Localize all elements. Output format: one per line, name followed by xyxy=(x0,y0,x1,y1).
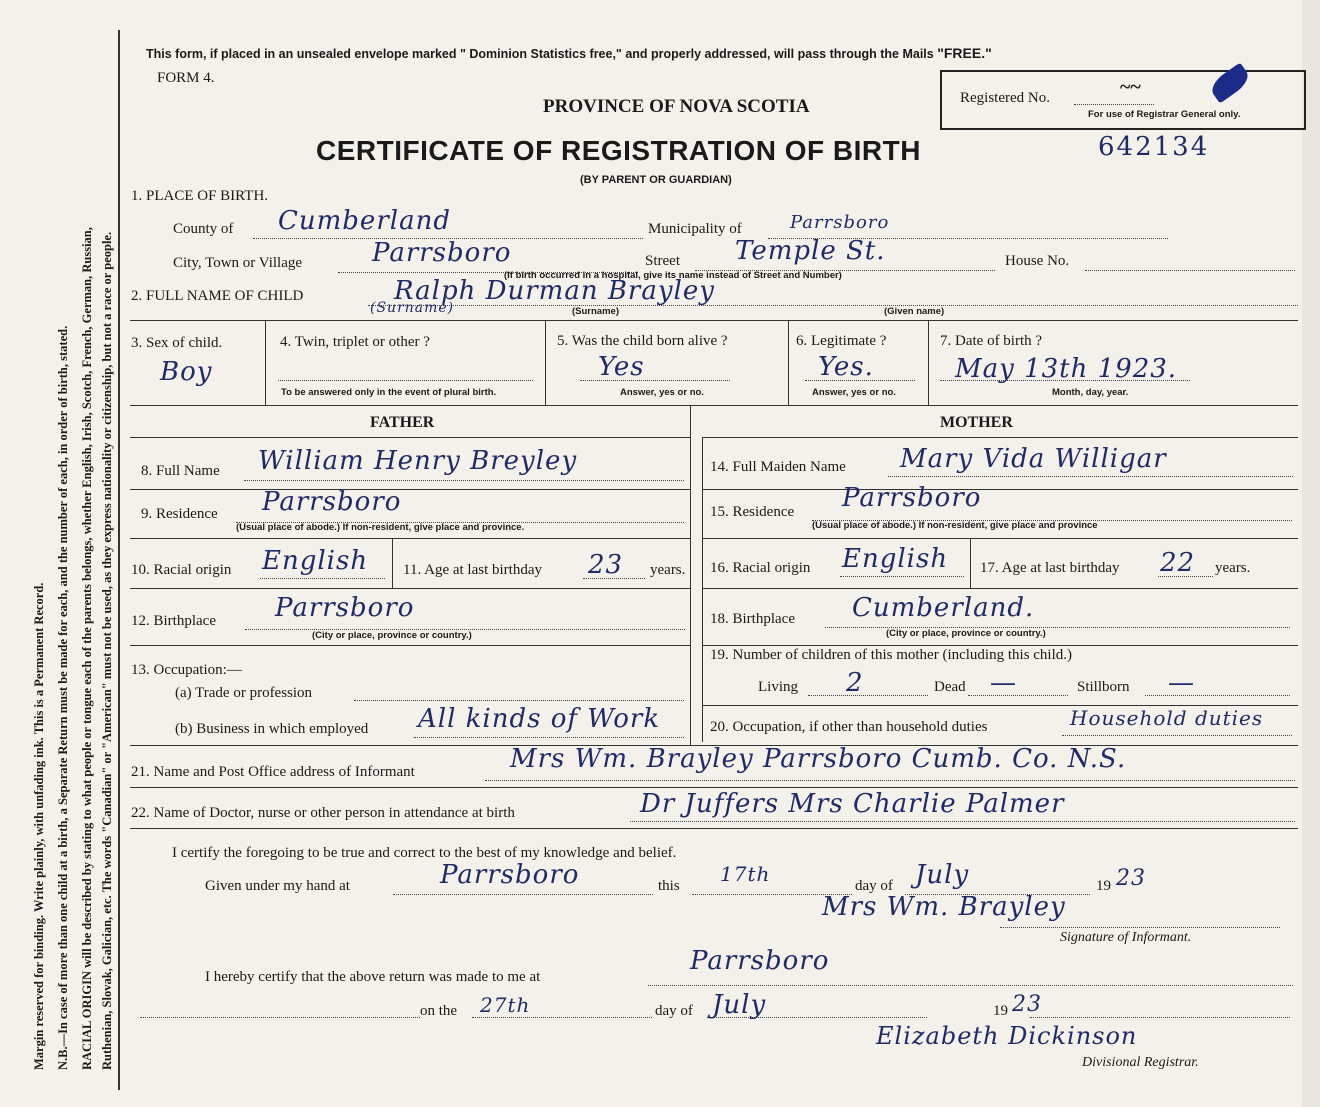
mother-occ-label: 20. Occupation, if other than household duties xyxy=(710,719,988,735)
child-name-label: 2. FULL NAME OF CHILD xyxy=(131,288,304,304)
binding-line xyxy=(118,30,120,1090)
father-res-note: (Usual place of abode.) If non-resident, give place and province. xyxy=(236,522,525,533)
mother-race-label: 16. Racial origin xyxy=(710,560,811,576)
doctor-value: Dr Juffers Mrs Charlie Palmer xyxy=(640,789,1065,819)
page-subtitle: (BY PARENT OR GUARDIAN) xyxy=(580,174,732,186)
father-res-label: 9. Residence xyxy=(141,506,218,522)
father-bp-note: (City or place, province or country.) xyxy=(312,630,472,641)
given-place: Parrsboro xyxy=(440,860,580,890)
alive-label: 5. Was the child born alive ? xyxy=(557,333,728,349)
trade-label: (a) Trade or profession xyxy=(175,685,313,701)
given-dayof-label: day of xyxy=(855,878,893,894)
county-label: County of xyxy=(173,221,234,237)
province-title: PROVINCE OF NOVA SCOTIA xyxy=(543,96,810,117)
father-age-label: 11. Age at last birthday xyxy=(403,562,542,578)
mother-bp-label: 18. Birthplace xyxy=(710,611,795,627)
given-note: (Given name) xyxy=(884,306,945,317)
registrar-year-prefix: 19 xyxy=(993,1003,1008,1019)
surname-note: (Surname) xyxy=(572,306,619,317)
legit-label: 6. Legitimate ? xyxy=(796,333,887,349)
registrar-dayof-label: day of xyxy=(655,1003,693,1019)
father-race-value: English xyxy=(262,546,369,576)
father-res-value: Parrsboro xyxy=(262,487,402,517)
children-label: 19. Number of children of this mother (including this child.) xyxy=(710,647,1073,663)
mail-notice: This form, if placed in an unsealed envelope marked " Dominion Statistics free," and properly addressed, will pass through the Mails xyxy=(146,47,934,61)
city-label: City, Town or Village xyxy=(173,255,303,271)
twin-label: 4. Twin, triplet or other ? xyxy=(280,334,430,350)
surname-hand: (Surname) xyxy=(370,300,455,316)
dob-label: 7. Date of birth ? xyxy=(940,333,1043,349)
municipality-value: Parrsboro xyxy=(790,212,890,233)
living-label: Living xyxy=(758,679,798,695)
margin-note-4: Ruthenian, Slovak, Galician, etc. The words "Canadian" or "American" must not be used, as they express nationality or citizenship, but not a race or people. xyxy=(100,231,114,1070)
registrar-year: 23 xyxy=(1012,992,1042,1017)
mother-occ-value: Household duties xyxy=(1070,706,1264,730)
street-label: Street xyxy=(645,253,680,269)
house-label: House No. xyxy=(1005,253,1070,269)
father-heading: FATHER xyxy=(370,414,435,431)
given-year-prefix: 19 xyxy=(1096,878,1111,894)
registrar-day: 27th xyxy=(480,993,531,1017)
registrar-month: July xyxy=(712,990,767,1020)
mother-age-label: 17. Age at last birthday xyxy=(980,560,1120,576)
divisional-registrar-label: Divisional Registrar. xyxy=(1082,1055,1199,1070)
father-name-value: William Henry Breyley xyxy=(258,446,578,476)
form-number: FORM 4. xyxy=(157,70,215,86)
doctor-label: 22. Name of Doctor, nurse or other person in attendance at birth xyxy=(131,805,515,821)
page-edge xyxy=(1302,0,1320,1107)
given-year: 23 xyxy=(1116,866,1146,891)
mother-race-value: English xyxy=(842,544,949,574)
registered-note: For use of Registrar General only. xyxy=(1088,109,1241,120)
legit-value: Yes. xyxy=(818,352,874,382)
mother-res-value: Parrsboro xyxy=(842,483,982,513)
page-title: CERTIFICATE OF REGISTRATION OF BIRTH xyxy=(316,135,921,166)
margin-note-3: RACIAL ORIGIN will be described by stating to what people or tongue each of the parents belongs, whether English, Irish, Scotch, French, German, Russian, xyxy=(80,227,94,1070)
mother-years: years. xyxy=(1215,560,1251,576)
mother-bp-note: (City or place, province or country.) xyxy=(886,628,1046,639)
street-value: Temple St. xyxy=(735,236,886,266)
registrar-place: Parrsboro xyxy=(690,946,830,976)
county-value: Cumberland xyxy=(278,206,451,236)
given-day: 17th xyxy=(720,862,771,886)
hospital-note: (If birth occurred in a hospital, give its name instead of Street and Number) xyxy=(504,270,842,281)
stillborn-value: — xyxy=(1168,668,1195,698)
margin-note-2: N.B.—In case of more than one child at a birth, a Separate Return must be made for each, and the number of each, in order of birth, stated. xyxy=(56,325,70,1070)
mail-free: "FREE." xyxy=(937,45,992,61)
margin-note-1: Margin reserved for binding. Write plainly, with unfading ink. This is a Permanent Record. xyxy=(32,582,46,1070)
father-age-value: 23 xyxy=(588,550,624,580)
business-value: All kinds of Work xyxy=(418,704,661,734)
municipality-label: Municipality of xyxy=(648,221,742,237)
mother-name-label: 14. Full Maiden Name xyxy=(710,459,846,475)
legit-note: Answer, yes or no. xyxy=(812,387,896,398)
dead-value: — xyxy=(990,668,1017,698)
father-bp-value: Parrsboro xyxy=(275,593,415,623)
alive-value: Yes xyxy=(598,352,645,382)
registered-box xyxy=(940,70,1306,130)
registered-label: Registered No. xyxy=(960,90,1050,106)
registrar-signature: Elizabeth Dickinson xyxy=(876,1022,1138,1050)
registrar-scribble-icon: ~~ xyxy=(1120,76,1141,98)
dob-value: May 13th 1923. xyxy=(955,354,1178,384)
certificate-number: 642134 xyxy=(1098,132,1210,162)
city-value: Parrsboro xyxy=(372,238,512,268)
informant-label: 21. Name and Post Office address of Informant xyxy=(131,764,415,780)
registrar-text: I hereby certify that the above return was made to me at xyxy=(205,969,541,985)
mother-res-note: (Usual place of abode.) If non-resident, give place and province xyxy=(812,520,1098,531)
father-name-label: 8. Full Name xyxy=(141,463,220,479)
sex-label: 3. Sex of child. xyxy=(131,335,223,351)
living-value: 2 xyxy=(846,668,864,698)
mother-bp-value: Cumberland. xyxy=(852,593,1035,623)
father-bp-label: 12. Birthplace xyxy=(131,613,216,629)
mother-name-value: Mary Vida Willigar xyxy=(900,444,1167,474)
father-race-label: 10. Racial origin xyxy=(131,562,232,578)
twin-note: To be answered only in the event of plural birth. xyxy=(281,387,497,398)
place-heading: 1. PLACE OF BIRTH. xyxy=(131,188,269,204)
mother-age-value: 22 xyxy=(1160,548,1196,578)
stillborn-label: Stillborn xyxy=(1077,679,1130,695)
occupation-label: 13. Occupation:— xyxy=(131,662,242,678)
certify-text: I certify the foregoing to be true and correct to the best of my knowledge and belief. xyxy=(172,845,677,861)
informant-value: Mrs Wm. Brayley Parrsboro Cumb. Co. N.S. xyxy=(510,744,1127,774)
this-label: this xyxy=(658,878,680,894)
child-name-value: Ralph Durman Brayley xyxy=(394,276,715,306)
given-label: Given under my hand at xyxy=(205,878,350,894)
dob-note: Month, day, year. xyxy=(1052,387,1129,398)
business-label: (b) Business in which employed xyxy=(175,721,369,737)
on-the-label: on the xyxy=(420,1003,458,1019)
sex-value: Boy xyxy=(160,357,213,387)
alive-note: Answer, yes or no. xyxy=(620,387,704,398)
dead-label: Dead xyxy=(934,679,966,695)
signature-informant-label: Signature of Informant. xyxy=(1060,930,1192,945)
father-years: years. xyxy=(650,562,686,578)
mother-res-label: 15. Residence xyxy=(710,504,795,520)
mother-heading: MOTHER xyxy=(940,414,1013,431)
informant-signature: Mrs Wm. Brayley xyxy=(822,892,1066,922)
given-month: July xyxy=(915,860,970,890)
